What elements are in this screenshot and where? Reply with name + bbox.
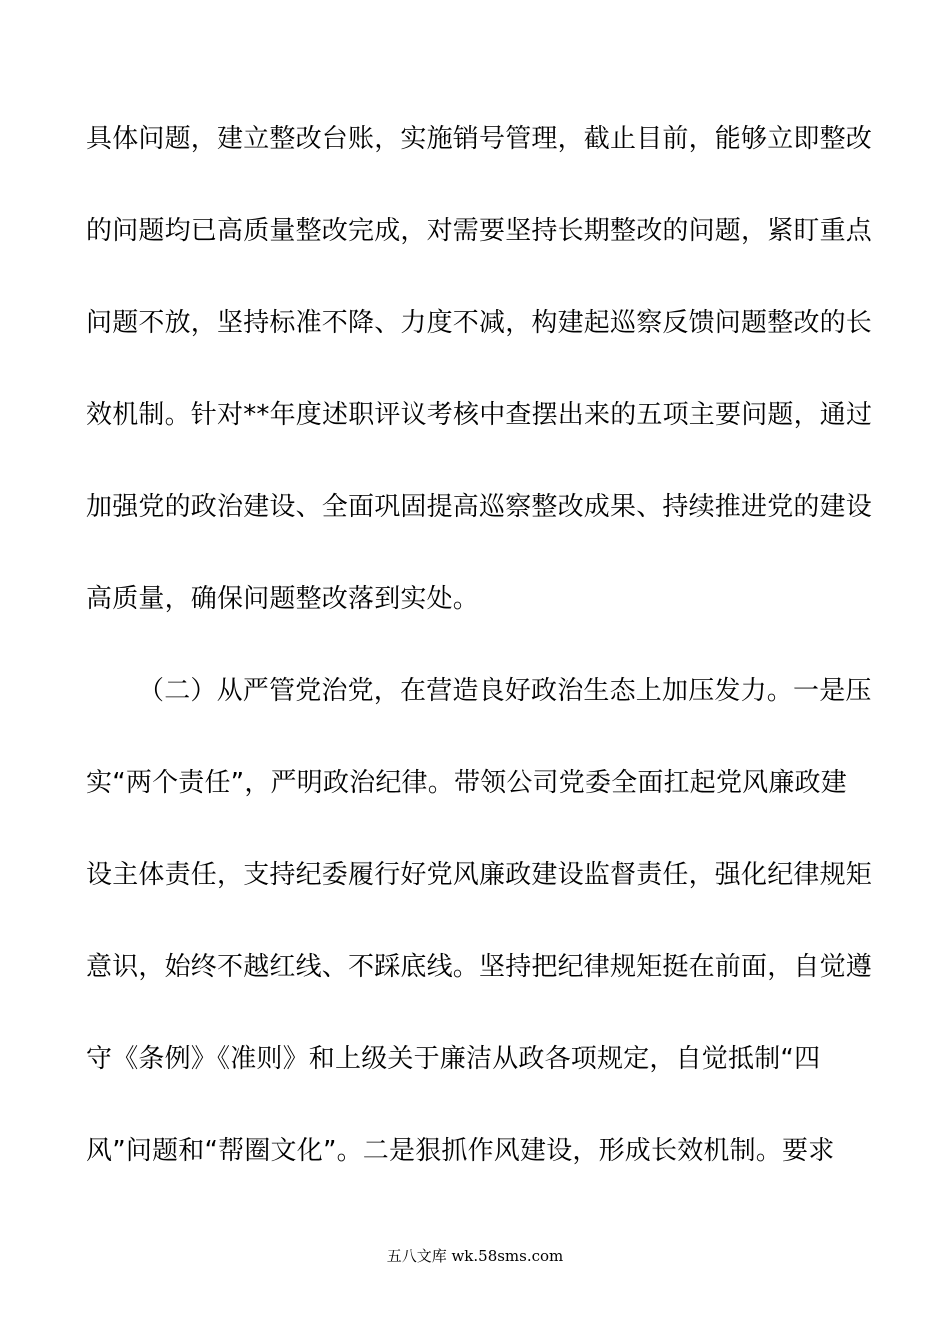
paragraph-line: 实“两个责任”，严明政治纪律。带领公司党委全面扛起党风廉政建 (86, 768, 847, 798)
paragraph-line: 具体问题，建立整改台账，实施销号管理，截止目前，能够立即整改 (86, 124, 873, 154)
paragraph-line: 的问题均已高质量整改完成，对需要坚持长期整改的问题，紧盯重点 (86, 216, 873, 246)
paragraph-line: 守《条例》《准则》和上级关于廉洁从政各项规定，自觉抵制“四 (86, 1044, 821, 1074)
paragraph-line: 问题不放，坚持标准不降、力度不减，构建起巡察反馈问题整改的长 (86, 308, 873, 338)
paragraph-line: 效机制。针对**年度述职评议考核中查摆出来的五项主要问题，通过 (86, 400, 873, 430)
paragraph-line: 设主体责任，支持纪委履行好党风廉政建设监督责任，强化纪律规矩 (86, 860, 873, 890)
page-footer: 五八文库 wk.58sms.com (386, 1247, 564, 1265)
paragraph-line: 意识，始终不越红线、不踩底线。坚持把纪律规矩挺在前面，自觉遵 (86, 952, 873, 982)
section-heading-line: （二）从严管党治党，在营造良好政治生态上加压发力。一是压 (138, 676, 872, 706)
paragraph-line: 高质量，确保问题整改落到实处。 (86, 584, 480, 614)
paragraph-line: 风”问题和“帮圈文化”。二是狠抓作风建设，形成长效机制。要求 (86, 1136, 835, 1166)
paragraph-line: 加强党的政治建设、全面巩固提高巡察整改成果、持续推进党的建设 (86, 492, 873, 522)
